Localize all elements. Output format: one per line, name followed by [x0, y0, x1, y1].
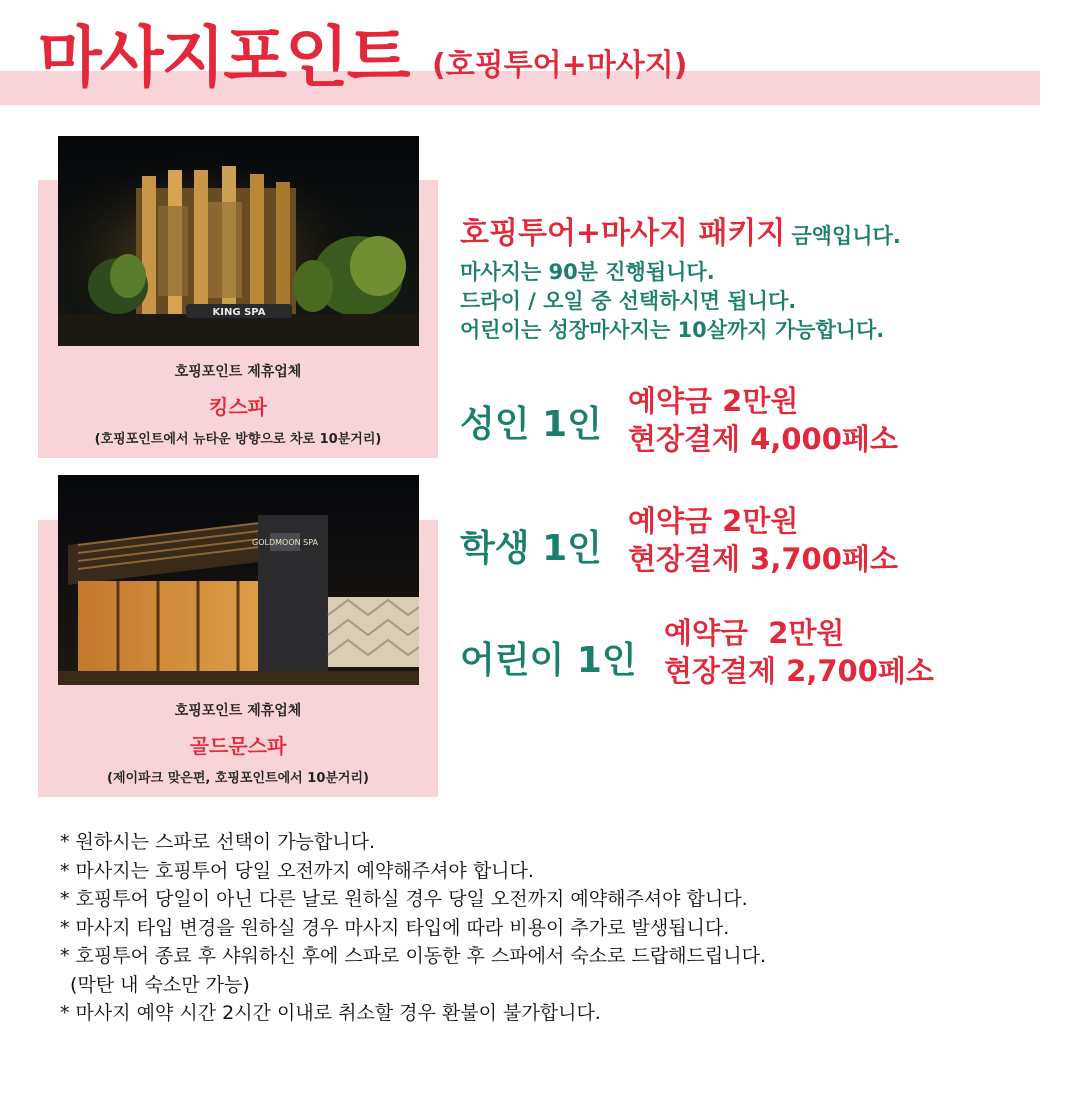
- king-spa-photo: [58, 136, 419, 346]
- price-who: 성인 1인: [460, 404, 602, 445]
- package-label: 호핑투어+마사지 패키지: [460, 216, 786, 251]
- note-item: * 마사지는 호핑투어 당일 오전까지 예약해주셔야 합니다.: [60, 859, 534, 882]
- price-deposit: 예약금 2만원: [628, 504, 799, 538]
- price-who: 어린이 1인: [460, 640, 637, 681]
- partner-location: (제이파크 맞은편, 호핑포인트에서 10분거리): [107, 771, 369, 786]
- price-details: [664, 614, 934, 690]
- goldmoon-spa-caption: [38, 700, 438, 786]
- king-spa-sign-text: KING SPA: [212, 307, 266, 318]
- price-onsite: 현장결제 2,700페소: [664, 654, 934, 688]
- king-spa-caption: [38, 361, 438, 447]
- package-suffix: 금액입니다.: [791, 224, 901, 248]
- notes-list: [60, 828, 1040, 1028]
- price-details: [628, 502, 898, 578]
- price-details: [628, 382, 898, 458]
- partner-location: (호핑포인트에서 뉴타운 방향으로 차로 10분거리): [94, 432, 382, 447]
- note-item: * 마사지 예약 시간 2시간 이내로 취소할 경우 환불이 불가합니다.: [60, 1002, 601, 1024]
- price-deposit: 예약금 2만원: [664, 616, 845, 650]
- intro-line: 마사지는 90분 진행됩니다.: [460, 260, 715, 284]
- note-item: (막탄 내 숙소만 가능): [70, 973, 250, 996]
- partner-label: 호핑포인트 제휴업체: [174, 703, 302, 719]
- page-title: 마사지포인트: [38, 19, 409, 96]
- note-item: * 호핑투어 당일이 아닌 다른 날로 원하실 경우 당일 오전까지 예약해주셔야 합니다.: [60, 888, 748, 910]
- price-deposit: 예약금 2만원: [628, 384, 799, 418]
- goldmoon-sign-text: GOLDMOON SPA: [252, 538, 318, 547]
- price-who: 학생 1인: [460, 528, 602, 569]
- note-item: * 호핑투어 종료 후 샤워하신 후에 스파로 이동한 후 스파에서 숙소로 드랍해드립니다.: [60, 945, 767, 967]
- page-subtitle: (호핑투어+마사지): [432, 48, 688, 83]
- partner-name: 킹스파: [209, 395, 267, 419]
- partner-label: 호핑포인트 제휴업체: [174, 364, 302, 380]
- package-intro: [460, 214, 1040, 345]
- intro-line: 어린이는 성장마사지는 10살까지 가능합니다.: [460, 318, 885, 342]
- price-onsite: 현장결제 4,000페소: [628, 422, 898, 456]
- package-heading: [460, 214, 1040, 258]
- note-item: * 원하시는 스파로 선택이 가능합니다.: [60, 831, 376, 853]
- goldmoon-spa-photo: [58, 475, 419, 685]
- partner-name: 골드문스파: [189, 734, 287, 758]
- price-onsite: 현장결제 3,700페소: [628, 542, 898, 576]
- intro-line: 드라이 / 오일 중 선택하시면 됩니다.: [460, 289, 797, 313]
- note-item: * 마사지 타입 변경을 원하실 경우 마사지 타입에 따라 비용이 추가로 발생됩니다.: [60, 916, 730, 939]
